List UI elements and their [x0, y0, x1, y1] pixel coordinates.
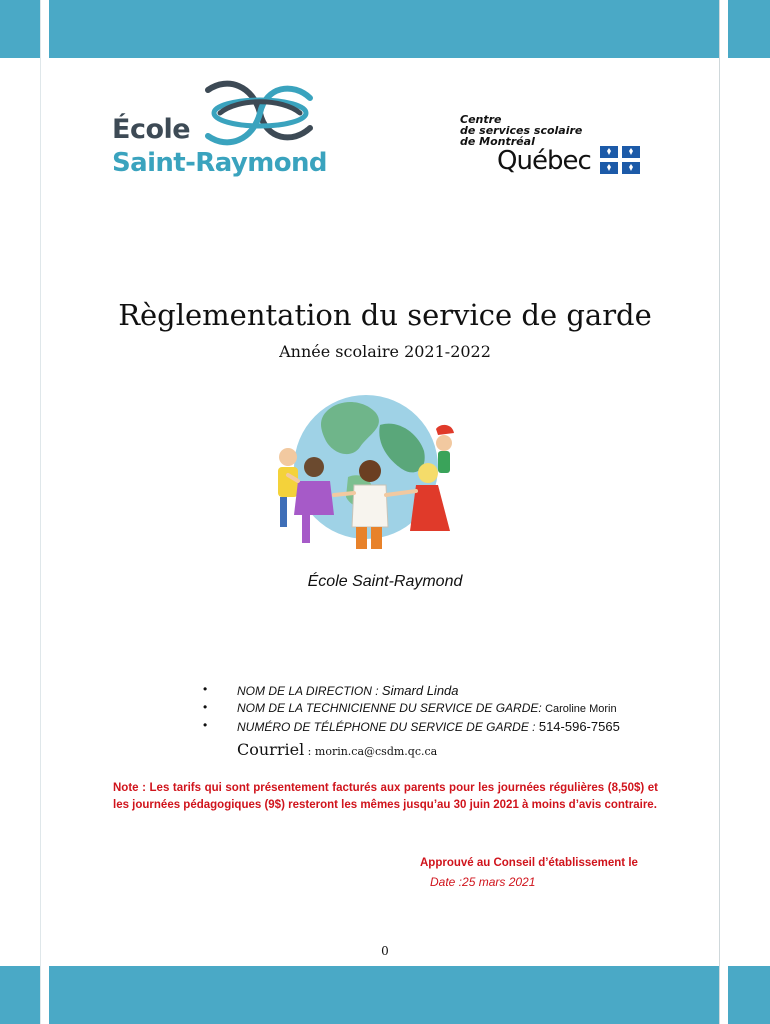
globe-children-illustration [268, 385, 458, 565]
list-item-direction [200, 683, 620, 701]
technician-label: NOM DE LA TECHNICIENNE DU SERVICE DE GARDE: [237, 701, 546, 715]
approval-date: Date :25 mars 2021 [430, 875, 536, 889]
list-item-phone [200, 719, 620, 737]
list-item-technician [200, 701, 620, 719]
contact-list [200, 683, 620, 737]
page-number: 0 [381, 944, 389, 958]
frame-right-rule [719, 0, 720, 1024]
email-label: Courriel [237, 740, 305, 759]
technician-value: Caroline Morin [545, 703, 617, 715]
frame-bottom-left [0, 966, 40, 1024]
email-value[interactable]: : morin.ca@csdm.qc.ca [304, 745, 438, 758]
frame-top-right [728, 0, 770, 58]
frame-bottom-right [728, 966, 770, 1024]
phone-label: NUMÉRO DE TÉLÉPHONE DU SERVICE DE GARDE : [237, 720, 539, 734]
school-logo-word: École [112, 114, 191, 145]
css-logo-line-2: de services scolaire [460, 124, 583, 137]
document-subtitle: Année scolaire 2021-2022 [279, 342, 491, 361]
quebec-flag-icon [600, 146, 640, 174]
email-line [237, 740, 437, 759]
fees-note: Note : Les tarifs qui sont présentement facturés aux parents pour les journées régulières (8,50$) et les journées pédagogiques (9$) resteront les mêmes jusqu’au 30 juin 2021 à moins d’avis contraire. [113, 782, 658, 811]
school-logo-name: Saint-Raymond [112, 148, 327, 178]
school-caption: École Saint-Raymond [307, 573, 463, 590]
direction-value: Simard Linda [381, 683, 459, 698]
css-logo-line-1: Centre [460, 113, 502, 126]
approval-text: Approuvé au Conseil d’établissement le [420, 857, 638, 869]
document-title: Règlementation du service de garde [118, 298, 652, 332]
direction-label: NOM DE LA DIRECTION : [237, 684, 382, 698]
school-logo [108, 78, 328, 183]
school-logo-mark-icon [198, 78, 318, 148]
frame-top-left [0, 0, 40, 58]
phone-value: 514-596-7565 [538, 719, 620, 734]
frame-top-band [49, 0, 720, 58]
quebec-logo-word: Québec [497, 146, 591, 176]
quebec-logo [460, 114, 660, 184]
css-logo-line-3: de Montréal [460, 135, 535, 148]
frame-bottom-band [49, 966, 720, 1024]
frame-left-rule [40, 0, 41, 1024]
